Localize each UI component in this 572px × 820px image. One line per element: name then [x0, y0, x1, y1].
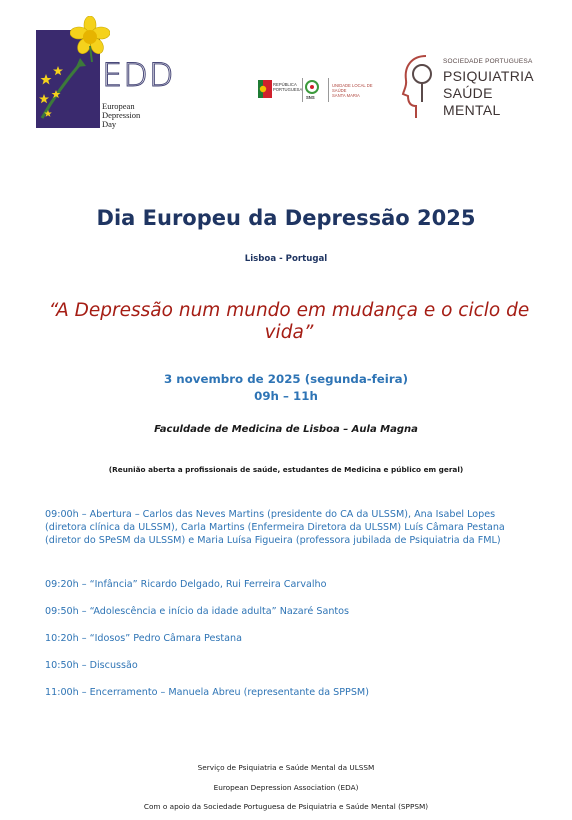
- sns-label: SNS: [306, 95, 315, 100]
- edd-letters: EDD: [102, 56, 175, 94]
- program-item-opening: 09:00h – Abertura – Carlos das Neves Martins (presidente do CA da ULSSM), Ana Isabel Lopes (diretora clínica da ULSSM), Carla Martins (Enfermeira Diretora da ULSSM) Luís Câmara Pestana (diretor do SPeSM da ULSSM) e Maria Luísa Figueira (professora jubilada de Psiquiatria da FML): [45, 509, 505, 547]
- sppsm-name: PSIQUIATRIA SAÚDE MENTAL: [443, 68, 534, 118]
- event-location: Lisboa - Portugal: [244, 254, 328, 264]
- event-date-time: [0, 371, 572, 405]
- event-venue: Faculdade de Medicina de Lisboa – Aula Magna: [154, 424, 418, 435]
- event-title: Dia Europeu da Depressão 2025: [96, 206, 476, 230]
- program-item-adolescencia: 09:50h – “Adolescência e início da idade adulta” Nazaré Santos: [45, 606, 350, 617]
- partner-logos: [258, 78, 378, 110]
- footer-service: Serviço de Psiquiatria e Saúde Mental da ULSSM: [197, 763, 375, 772]
- republica-label: REPÚBLICA PORTUGUESA: [273, 82, 303, 92]
- program-list: [45, 508, 535, 707]
- uls-santa-maria-label: UNIDADE LOCAL DE SAÚDE SANTA MARIA: [332, 83, 373, 98]
- program-item-infancia: 09:20h – “Infância” Ricardo Delgado, Rui Ferreira Carvalho: [45, 579, 327, 590]
- sppsm-small-label: SOCIEDADE PORTUGUESA: [443, 58, 533, 65]
- sns-icon: [305, 80, 319, 94]
- program-item-idosos: 10:20h – “Idosos” Pedro Câmara Pestana: [45, 633, 242, 644]
- edd-logo: [36, 16, 176, 136]
- event-date: 3 novembro de 2025 (segunda-feira): [163, 372, 409, 386]
- program-item-encerramento: 11:00h – Encerramento – Manuela Abreu (representante da SPPSM): [45, 687, 369, 698]
- head-profile-icon: [400, 52, 440, 122]
- footer-eda: European Depression Association (EDA): [213, 783, 359, 792]
- sppsm-logo: [400, 52, 550, 122]
- event-theme: “A Depressão num mundo em mudança e o ciclo de vida”: [48, 300, 530, 343]
- event-time: 09h – 11h: [254, 389, 318, 403]
- edd-caption: European Depression Day: [102, 101, 141, 129]
- event-audience-note: (Reunião aberta a profissionais de saúde, estudantes de Medicina e público em geral): [108, 465, 464, 474]
- republica-portuguesa-icon: [258, 80, 272, 98]
- footer-support: Com o apoio da Sociedade Portuguesa de Psiquiatria e Saúde Mental (SPPSM): [143, 802, 429, 811]
- program-item-discussao: 10:50h – Discussão: [45, 660, 138, 671]
